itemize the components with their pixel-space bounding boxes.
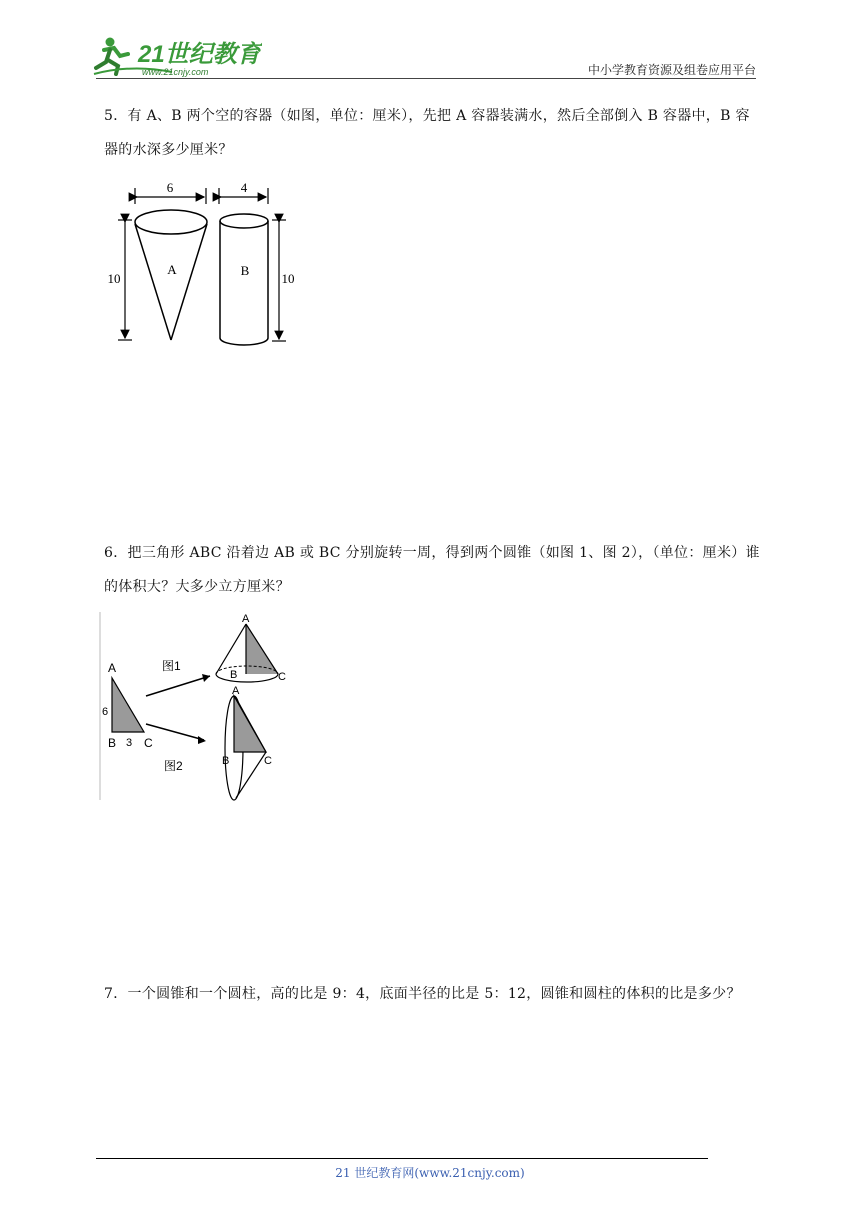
cone-height-label: 10 xyxy=(107,271,121,286)
cylinder-diameter-label: 4 xyxy=(240,180,248,195)
point-b-label: B xyxy=(108,736,117,750)
cylinder-top-ellipse xyxy=(220,214,268,228)
cylinder-label: B xyxy=(240,263,250,278)
question-number: 6． xyxy=(104,545,128,561)
runner-icon xyxy=(92,34,262,80)
footer-text[interactable]: 21 世纪教育网(www.21cnjy.com) xyxy=(335,1166,525,1180)
question-number: 7． xyxy=(104,986,128,1002)
logo-url: www.21cnjy.com xyxy=(142,67,209,77)
triangle-abc xyxy=(112,678,144,732)
cone-diameter-label: 6 xyxy=(166,180,174,195)
question-7 xyxy=(104,977,764,1011)
header-divider xyxy=(96,78,756,79)
cone-label: A xyxy=(167,262,177,277)
fig2-point-a: A xyxy=(232,685,240,697)
fig1-point-a: A xyxy=(242,613,250,625)
fig2-point-b: B xyxy=(222,755,230,767)
arrow-to-fig1 xyxy=(146,676,210,696)
fig1-label: 图1 xyxy=(162,659,181,673)
figure-cone-cylinder xyxy=(100,178,310,350)
logo-wordmark: 21世纪教育 xyxy=(138,41,261,68)
footer-divider xyxy=(96,1158,708,1159)
site-logo xyxy=(92,34,262,80)
cylinder-height-label: 10 xyxy=(281,271,295,286)
question-6 xyxy=(104,536,764,604)
question-text: 一个圆锥和一个圆柱，高的比是 9：4，底面半径的比是 5：12，圆锥和圆柱的体积的比是多少？ xyxy=(127,986,741,1002)
question-text: 把三角形 ABC 沿着边 AB 或 BC 分别旋转一周，得到两个圆锥（如图 1、图 2），（单位：厘米）谁的体积大？大多少立方厘米？ xyxy=(104,545,760,595)
question-number: 5． xyxy=(104,108,128,124)
side-bc-label: 3 xyxy=(126,737,133,749)
fig1-point-b: B xyxy=(230,669,238,681)
platform-name: 中小学教育资源及组卷应用平台 xyxy=(587,63,756,77)
fig1-base-ellipse xyxy=(216,674,278,682)
point-c-label: C xyxy=(144,736,153,750)
point-a-label: A xyxy=(108,661,117,675)
cone-top-ellipse xyxy=(135,210,207,234)
figure-rotated-triangle xyxy=(98,612,290,804)
question-text: 有 A、B 两个空的容器（如图，单位：厘米），先把 A 容器装满水，然后全部倒入 B 容器中，B 容器的水深多少厘米？ xyxy=(104,108,750,158)
fig2-label: 图2 xyxy=(164,759,183,773)
side-ab-label: 6 xyxy=(102,706,109,718)
fig1-point-c: C xyxy=(278,671,286,683)
question-5 xyxy=(104,99,764,167)
arrow-to-fig2 xyxy=(146,724,204,740)
fig2-point-c: C xyxy=(264,755,272,767)
